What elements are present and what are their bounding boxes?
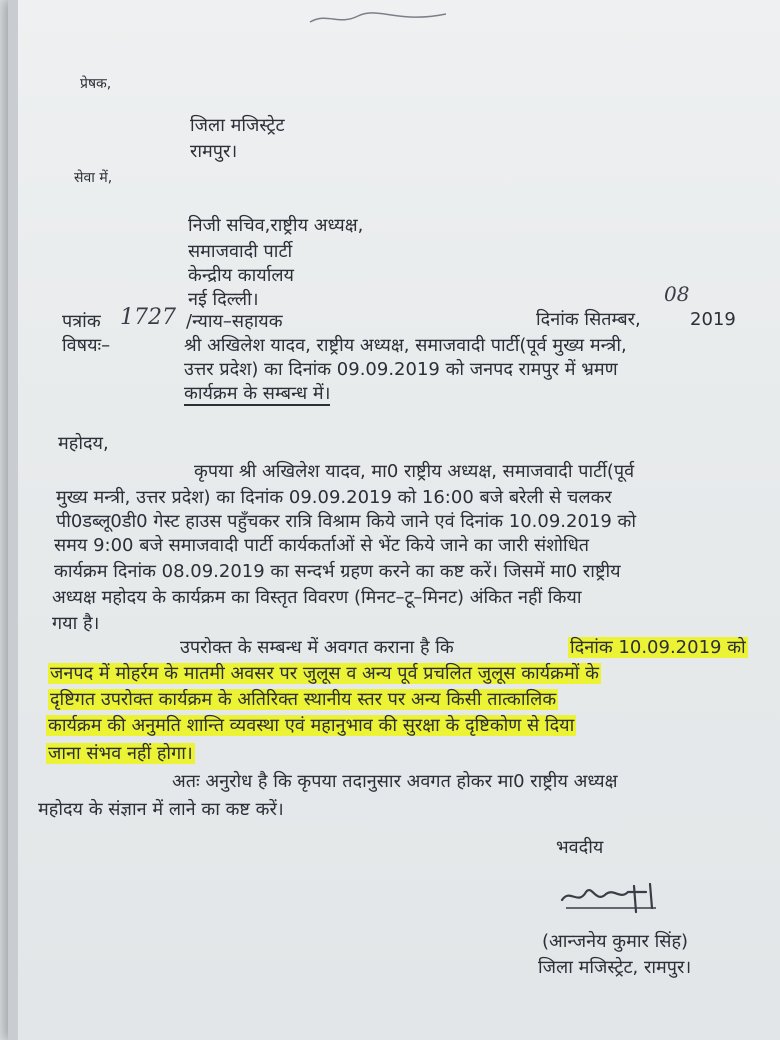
para2-intro: उपरोक्त के सम्बन्ध में अवगत कराना है कि — [180, 637, 454, 658]
to-label: सेवा में, — [74, 170, 113, 186]
para1-line-7: गया है। — [52, 613, 100, 634]
signatory-name: (आन्जनेय कुमार सिंह) — [542, 931, 689, 952]
signatory-title: जिला मजिस्ट्रेट, रामपुर। — [538, 957, 692, 978]
subject-line-2: उत्तर प्रदेश) का दिनांक 09.09.2019 को जनपद रामपुर में भ्रमण — [184, 359, 618, 380]
recipient-line-4: नई दिल्ली। — [188, 289, 259, 310]
para1-line-4: समय 9:00 बजे समाजवादी पार्टी कार्यकर्ताओं से भेंट किये जाने का जारी संशोधित — [54, 535, 590, 556]
handwritten-signature — [556, 878, 666, 918]
ref-year: 2019 — [690, 309, 736, 330]
recipient-line-3: केन्द्रीय कार्यालय — [188, 265, 294, 286]
letter-sheet — [8, 0, 780, 1040]
sender-line-1: जिला मजिस्ट्रेट — [190, 115, 285, 136]
page-edge-shadow — [8, 0, 18, 1040]
para1-line-6: अध्यक्ष महोदय के कार्यक्रम का विस्तृत विवरण (मिनट–टू–मिनट) अंकित नहीं किया — [52, 587, 582, 608]
ref-suffix: /न्याय–सहायक — [186, 311, 283, 332]
ref-date-text: दिनांक सितम्बर, — [536, 309, 641, 330]
subject-line-1: श्री अखिलेश यादव, राष्ट्रीय अध्यक्ष, समाजवादी पार्टी(पूर्व मुख्य मन्त्री, — [184, 335, 627, 356]
para2-highlight-line-4: जाना संभव नहीं होगा। — [48, 743, 193, 764]
para2-highlight-line-2: दृष्टिगत उपरोक्त कार्यक्रम के अतिरिक्त स्थानीय स्तर पर अन्य किसी तात्कालिक — [50, 689, 557, 710]
ref-label: पत्रांक — [62, 311, 101, 332]
para2-highlight-line-1: जनपद में मोहर्रम के मातमी अवसर पर जुलूस व अन्य पूर्व प्रचलित जुलूस कार्यक्रमों के — [50, 663, 599, 684]
ref-number-handwritten: 1727 — [120, 305, 176, 330]
para2-highlight-line-3: कार्यक्रम की अनुमति शान्ति व्यवस्था एवं महानुभाव की सुरक्षा के दृष्टिकोण से दिया — [48, 715, 575, 736]
ref-date-handwritten: 08 — [664, 282, 690, 306]
para1-line-3: पी0डब्लू0डी0 गेस्ट हाउस पहुँचकर रात्रि विश्राम किये जाने एवं दिनांक 10.09.2019 को — [56, 511, 637, 532]
para3-line-2: महोदय के संज्ञान में लाने का कष्ट करें। — [38, 799, 284, 820]
salutation: महोदय, — [58, 433, 109, 454]
closing: भवदीय — [556, 837, 604, 858]
para1-line-5: कार्यक्रम दिनांक 08.09.2019 का सन्दर्भ ग्रहण करने का कष्ट करें। जिसमें मा0 राष्ट्रीय — [54, 561, 621, 582]
sender-label: प्रेषक, — [80, 76, 112, 92]
sender-line-2: रामपुर। — [190, 141, 238, 162]
subject-label: विषयः– — [62, 335, 111, 356]
para1-line-2: मुख्य मन्त्री, उत्तर प्रदेश) का दिनांक 09.09.2019 को 16:00 बजे बरेली से चलकर — [56, 487, 612, 508]
recipient-line-2: समाजवादी पार्टी — [188, 241, 293, 262]
para1-line-1: कृपया श्री अखिलेश यादव, मा0 राष्ट्रीय अध्यक्ष, समाजवादी पार्टी(पूर्व — [194, 461, 635, 482]
para3-line-1: अतः अनुरोध है कि कृपया तदानुसार अवगत होकर मा0 राष्ट्रीय अध्यक्ष — [172, 771, 618, 792]
pen-scribble-mark — [308, 8, 448, 28]
subject-line-3: कार्यक्रम के सम्बन्ध में। — [184, 383, 331, 404]
para2-highlight-first: दिनांक 10.09.2019 को — [570, 637, 746, 658]
recipient-line-1: निजी सचिव,राष्ट्रीय अध्यक्ष, — [188, 215, 364, 236]
